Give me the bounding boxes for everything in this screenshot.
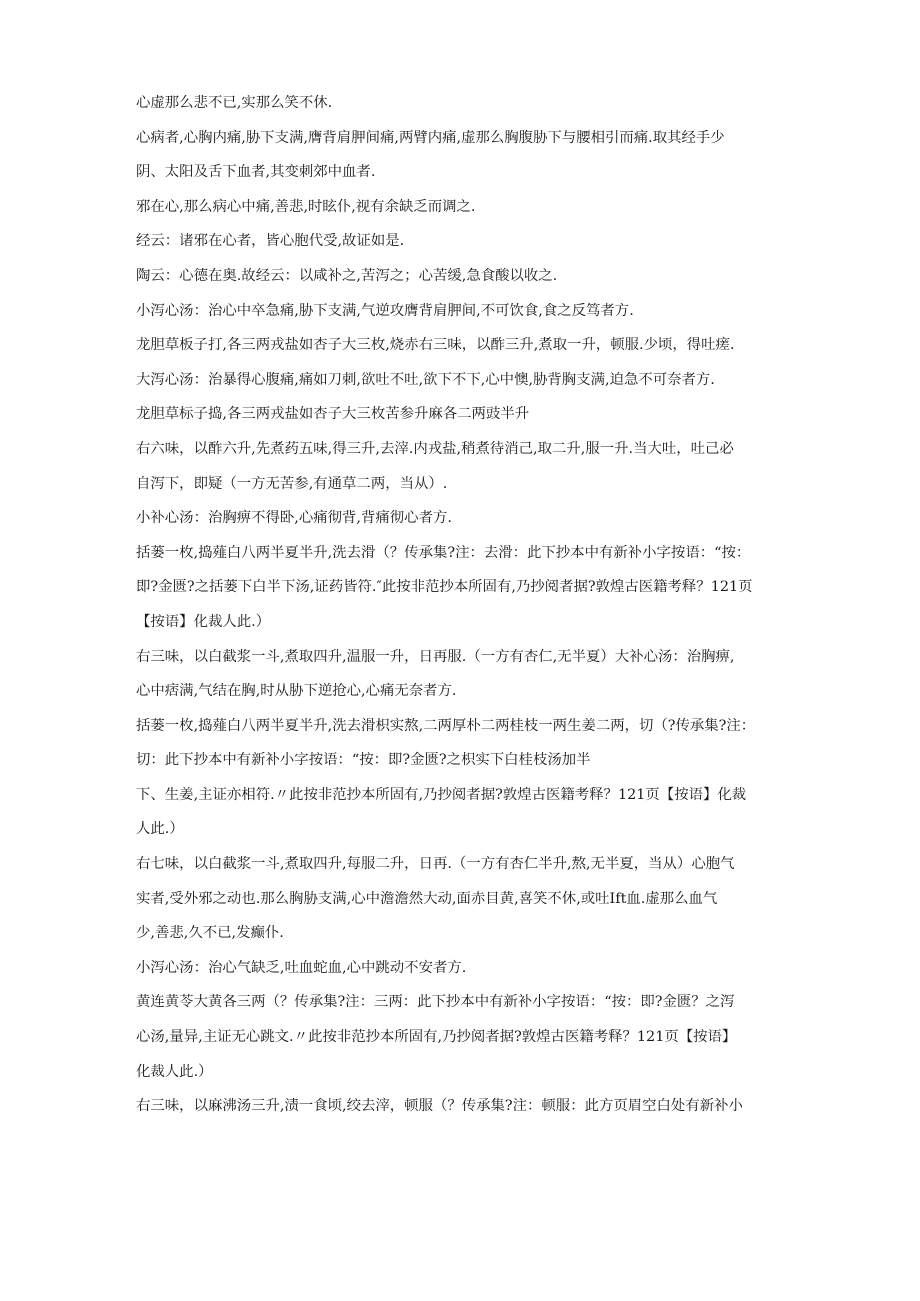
text-line: 自泻下，即疑（一方无苦参,有通草二两，当从）. [136, 475, 448, 492]
text-line: 括蒌一枚,捣薤白八两半夏半升,洗去滑枳实熬,二两厚朴二两桂枝一两生姜二两，切（?传承集?注： [136, 717, 756, 734]
text-line: 括蒌一枚,捣薤白八两半夏半升,洗去滑（？传承集?注：去滑：此下抄本中有新补小字按语：“按： [136, 544, 751, 561]
text-line: 经云：诸邪在心者，皆心胞代受,故证如是. [136, 233, 405, 250]
text-line: 右七味，以白截浆一斗,煮取四升,每服二升，日再.（一方有杏仁半升,熬,无半夏，当从）心胞气 [136, 856, 735, 873]
text-line: 小补心汤：治胸痹不得卧,心痛彻背,背痛彻心者方. [136, 510, 452, 527]
text-line: 心病者,心胸内痛,胁下支满,膺背肩胛间痛,两臂内痛,虚那么胸腹胁下与腰相引而痛.取其经手少 [136, 129, 725, 146]
text-line: 小泻心汤：治心中卒急痛,胁下支满,气逆攻膺背肩胛间,不可饮食,食之反笃者方. [136, 302, 634, 319]
text-line: 切：此下抄本中有新补小字按语：“按：即?金匮?之枳实下白桂枝汤加半 [136, 752, 591, 769]
text-line: 即?金匮?之括蒌下白半下汤,证药皆符.″此按非范抄本所固有,乃抄阅者据?敦煌古医籍考释？121页 [136, 579, 753, 596]
text-line: 心汤,量异,主证无心跳文.〃此按非范抄本所固有,乃抄阅者据?敦煌古医籍考释？121页【按语】 [136, 1029, 737, 1046]
text-line: 少,善悲,久不已,发癫仆. [136, 925, 284, 942]
text-line: 化裁人此.） [136, 1063, 213, 1080]
text-line: 心虚那么悲不已,实那么笑不休. [136, 95, 333, 111]
text-line: 右三味，以白截浆一斗,煮取四升,温服一升，日再服.（一方有杏仁,无半夏）大补心汤：治胸痹, [136, 648, 735, 665]
text-line: 黄连黄苓大黄各三两（？传承集?注：三两：此下抄本中有新补小字按语：“按：即?金匮？之泻 [136, 994, 735, 1011]
text-line: 大泻心汤：治暴得心腹痛,痛如刀刺,欲吐不吐,欲下不下,心中懊,胁背胸支满,迫急不可奈者方. [136, 371, 715, 388]
text-line: 人此.） [136, 821, 184, 838]
text-line: 心中痞满,气结在胸,时从胁下逆抢心,心痛无奈者方. [136, 683, 457, 700]
text-line: 陶云：心德在奥.故经云：以咸补之,苦泻之；心苦缓,急食酸以收之. [136, 267, 558, 284]
text-line: 小泻心汤：治心气缺乏,吐血蛇血,心中跳动不安者方. [136, 959, 467, 976]
document-body [136, 86, 808, 1124]
text-line: 邪在心,那么病心中痛,善悲,时眩仆,视有余缺乏而调之. [136, 198, 476, 215]
text-line: 龙胆草板子打,各三两戎盐如杏子大三枚,烧赤右三味，以酢三升,煮取一升，顿服.少顷，得吐瘥. [136, 337, 735, 354]
text-line: 右三味，以麻沸汤三升,渍一食顷,绞去滓，顿服（？传承集?注：顿服：此方页眉空白处有新补小 [136, 1098, 743, 1115]
text-line: 右六味，以酢六升,先煮药五味,得三升,去滓.内戎盐,稍煮待消己,取二升,服一升.当大吐，吐己必 [136, 440, 734, 457]
text-line: 阴、太阳及舌下血者,其变刺郊中血者. [136, 164, 376, 181]
text-line: 龙胆草标子捣,各三两戎盐如杏子大三枚苦参升麻各二两豉半升 [136, 406, 530, 423]
text-line: 【按语】化裁人此.） [136, 613, 271, 630]
text-line: 下、生姜,主证亦相符.〃此按非范抄本所固有,乃抄阅者据?敦煌古医籍考释？121页【按语】化裁 [136, 786, 747, 803]
text-line: 实者,受外邪之动也.那么胸胁支满,心中澹澹然大动,面赤目黄,喜笑不休,或吐Ift血.虚那么血气 [136, 890, 718, 907]
